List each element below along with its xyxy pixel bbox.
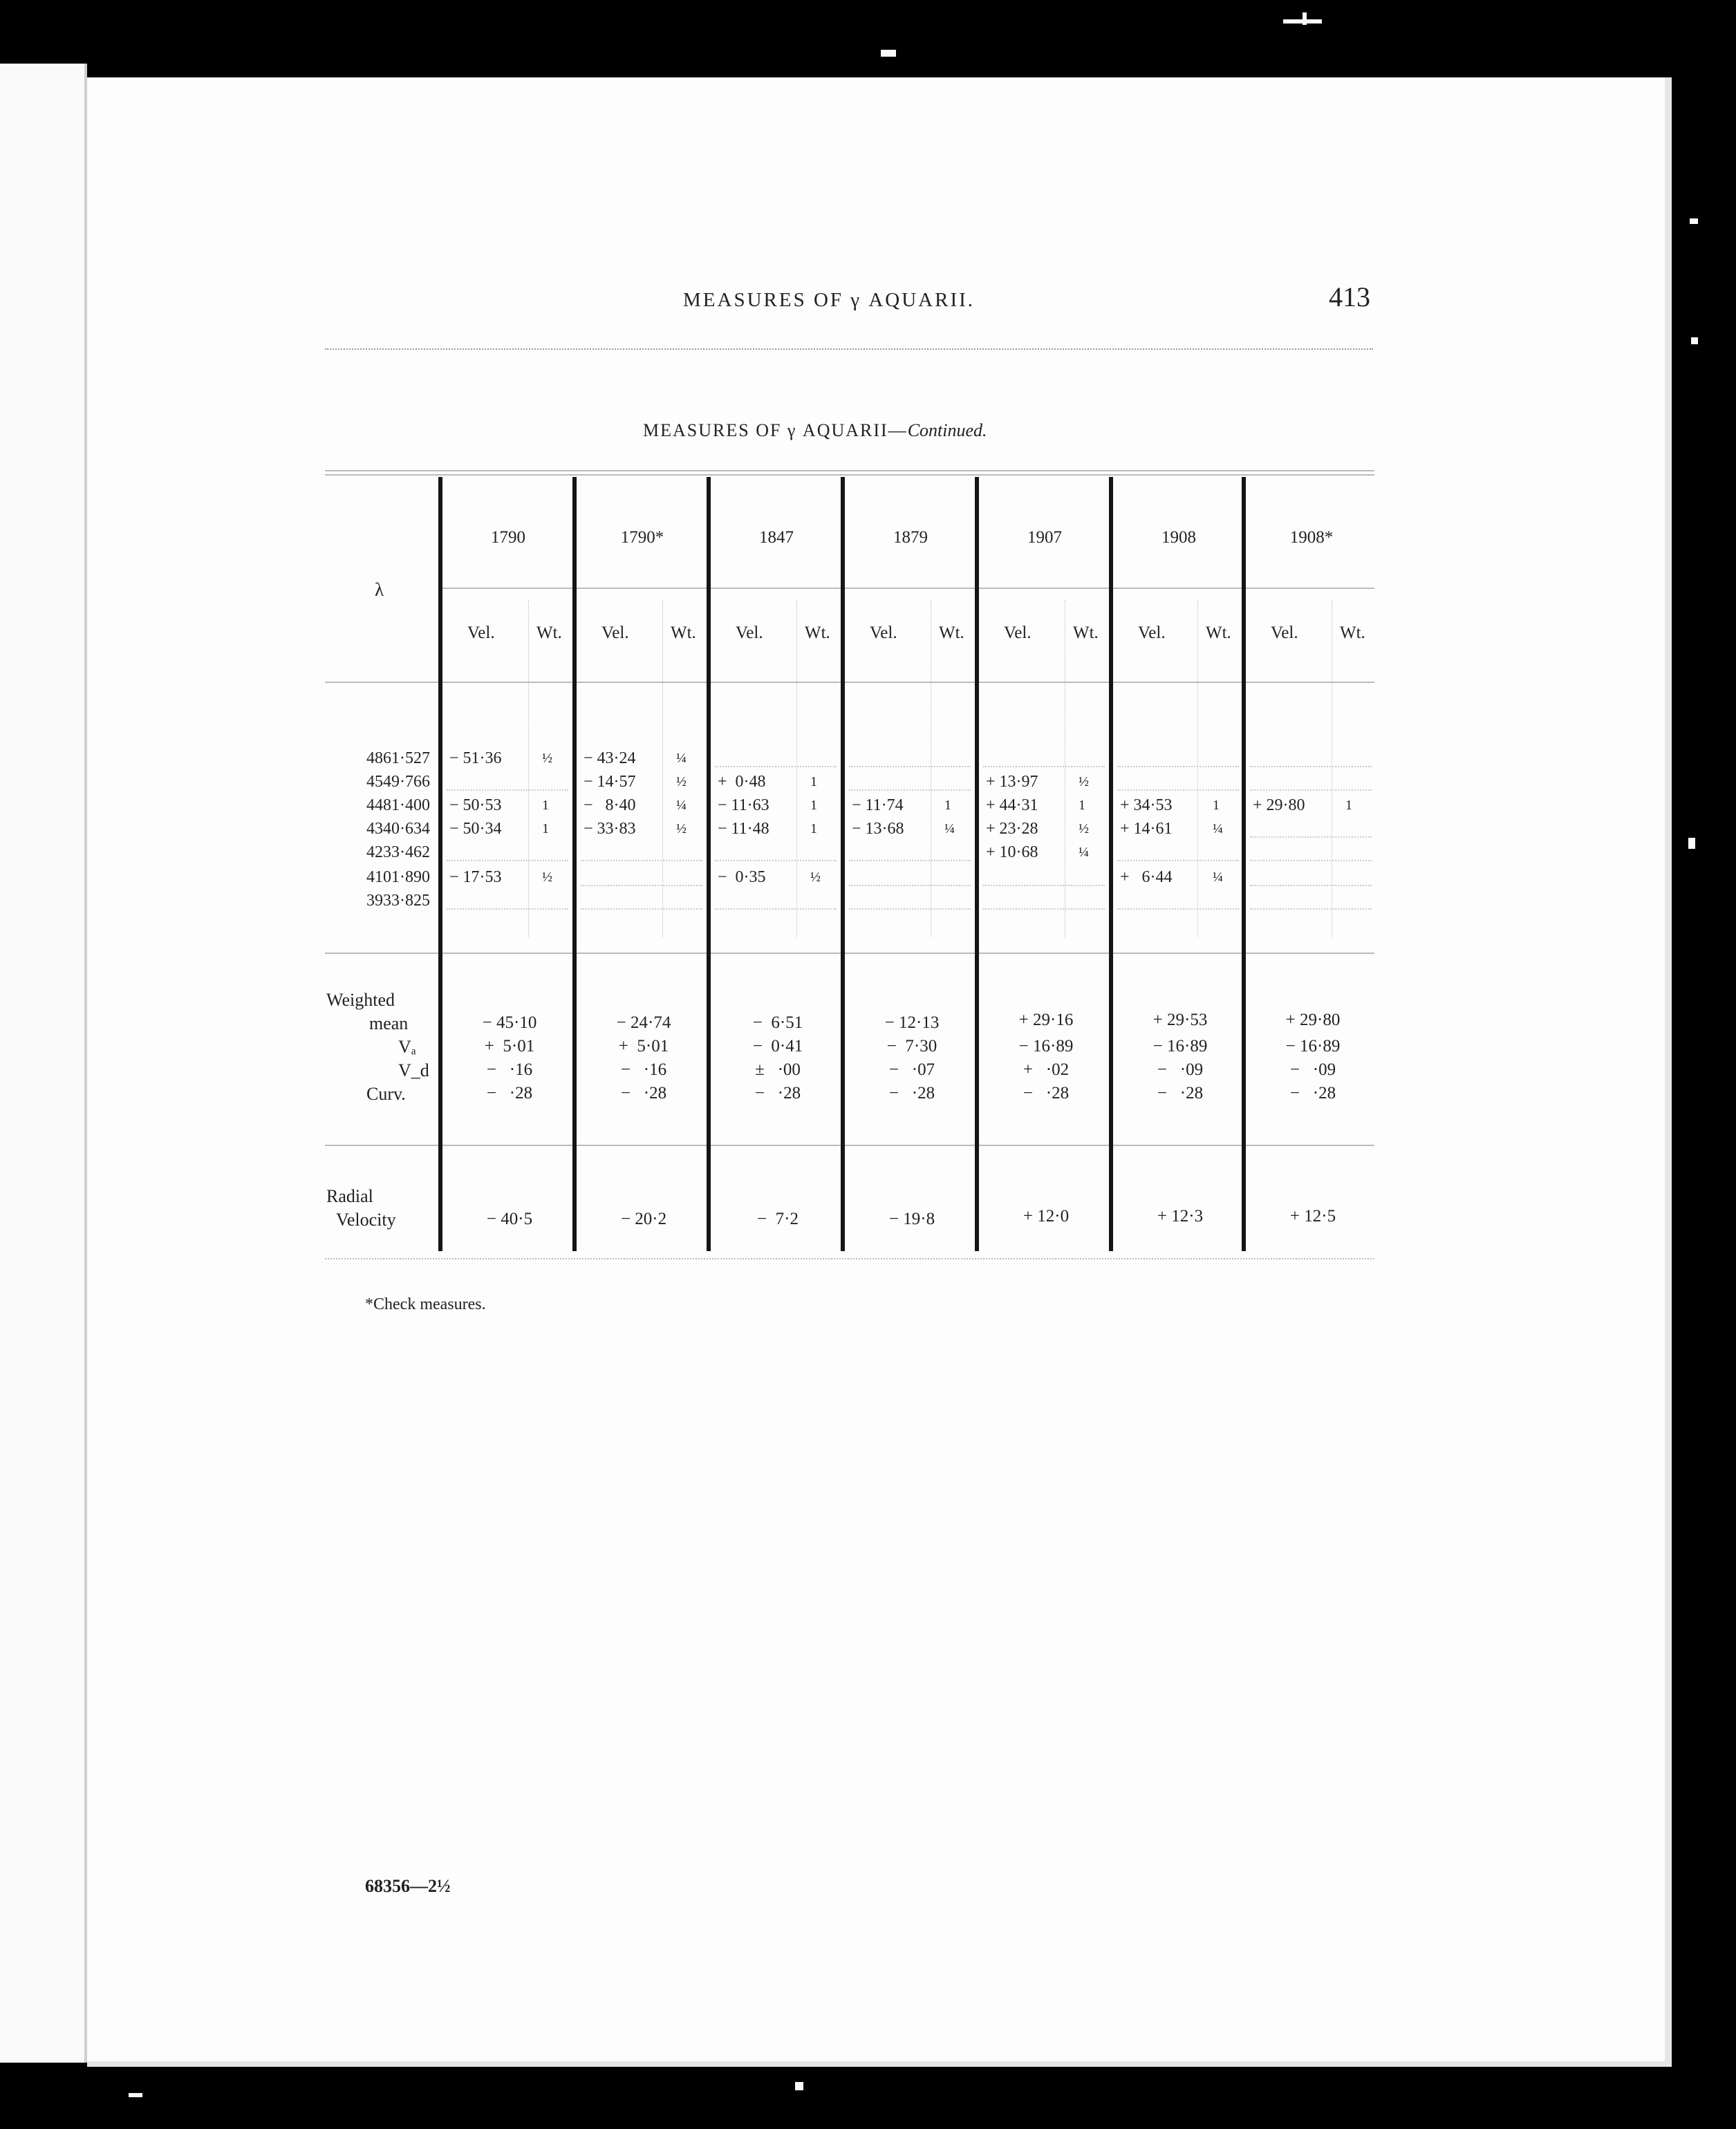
velocity-cell: + 29·80 — [1253, 796, 1305, 814]
radial-label: Radial — [326, 1186, 373, 1206]
column-divider — [1242, 477, 1246, 1251]
summary-label-va: Vₐ — [398, 1037, 416, 1057]
vel-header: Vel. — [736, 623, 763, 642]
velocity-cell: − 0·35 — [718, 868, 766, 886]
empty-cell-leader — [447, 789, 568, 791]
year-header: 1908 — [1161, 528, 1196, 547]
wavelength-label: 4481·400 — [366, 796, 430, 814]
velocity-cell: + 23·28 — [986, 820, 1038, 838]
vel-wt-divider — [528, 600, 529, 937]
empty-cell-leader — [581, 885, 702, 886]
summary-label-weighted: Weighted — [326, 990, 395, 1010]
empty-cell-leader — [1250, 789, 1372, 791]
empty-cell-leader — [715, 860, 837, 861]
vd-cell: ± ·00 — [755, 1060, 801, 1079]
vel-header: Vel. — [870, 623, 897, 642]
curv-cell: − ·28 — [888, 1084, 935, 1103]
year-header: 1847 — [759, 528, 794, 547]
empty-cell-leader — [1250, 836, 1372, 838]
empty-cell-leader — [447, 908, 568, 910]
header-rule — [325, 348, 1373, 350]
weight-cell: ½ — [1079, 821, 1089, 836]
weighted-mean-cell: + 29·53 — [1152, 1011, 1208, 1029]
table-bottom-rule — [325, 1258, 1374, 1259]
weight-cell: 1 — [542, 798, 549, 813]
vd-cell: − ·09 — [1157, 1060, 1204, 1079]
scan-speck — [1688, 838, 1695, 849]
velocity-cell: − 17·53 — [449, 868, 502, 886]
year-underline — [1113, 588, 1242, 589]
vel-header: Vel. — [1004, 623, 1032, 642]
empty-cell-leader — [1117, 766, 1239, 767]
empty-cell-leader — [1117, 789, 1239, 791]
wt-header: Wt. — [1206, 623, 1231, 642]
radial-velocity-cell: + 12·0 — [1023, 1207, 1070, 1226]
weight-cell: ¼ — [944, 821, 955, 836]
empty-cell-leader — [1117, 908, 1239, 910]
weight-cell: ½ — [542, 870, 552, 885]
weight-cell: ½ — [676, 774, 687, 789]
scan-speck — [1303, 12, 1307, 25]
table-title-continued: Continued. — [907, 420, 987, 440]
page-number: 413 — [1329, 281, 1370, 312]
table-title-main: MEASURES OF γ AQUARII— — [643, 420, 908, 440]
empty-cell-leader — [983, 908, 1105, 910]
radial-velocity-cell: + 12·5 — [1289, 1207, 1336, 1226]
va-cell: − 0·41 — [752, 1037, 803, 1056]
empty-cell-leader — [1250, 908, 1372, 910]
wt-header: Wt. — [939, 623, 964, 642]
weighted-mean-cell: − 6·51 — [752, 1013, 803, 1032]
velocity-cell: − 51·36 — [449, 749, 502, 767]
empty-cell-leader — [715, 908, 837, 910]
vel-header: Vel. — [1138, 623, 1166, 642]
wt-header: Wt. — [536, 623, 562, 642]
year-header: 1790 — [491, 528, 525, 547]
scan-speck — [1691, 337, 1698, 344]
vd-cell: − ·16 — [486, 1060, 533, 1079]
year-header: 1908* — [1289, 528, 1334, 547]
empty-cell-leader — [849, 885, 971, 886]
weight-cell: 1 — [944, 798, 951, 813]
velocity-cell: + 44·31 — [986, 796, 1038, 814]
running-header: MEASURES OF γ AQUARII. — [683, 289, 976, 311]
weight-cell: 1 — [542, 821, 549, 836]
empty-cell-leader — [447, 860, 568, 861]
wavelength-label: 4861·527 — [366, 749, 430, 767]
year-underline — [711, 588, 841, 589]
va-cell: − 16·89 — [1018, 1037, 1074, 1056]
wavelength-label: 4549·766 — [366, 773, 430, 791]
curv-cell: − ·28 — [754, 1084, 801, 1103]
empty-cell-leader — [849, 908, 971, 910]
va-cell: + 5·01 — [484, 1037, 535, 1056]
summary-label-curv: Curv. — [366, 1084, 406, 1104]
velocity-cell: − 11·74 — [852, 796, 904, 814]
column-divider — [975, 477, 979, 1251]
column-divider — [1109, 477, 1113, 1251]
vel-header: Vel. — [1271, 623, 1298, 642]
radial-velocity-cell: − 19·8 — [888, 1210, 935, 1228]
weight-cell: 1 — [810, 774, 817, 789]
table-top-rule-2 — [325, 474, 1374, 476]
curv-cell: − ·28 — [486, 1084, 533, 1103]
empty-cell-leader — [983, 766, 1105, 767]
empty-cell-leader — [715, 766, 837, 767]
scan-speck — [795, 2082, 803, 2090]
weight-cell: 1 — [1213, 798, 1220, 813]
weight-cell: ½ — [542, 751, 552, 766]
va-cell: + 5·01 — [618, 1037, 669, 1056]
empty-cell-leader — [1250, 885, 1372, 886]
curv-cell: − ·28 — [1157, 1084, 1204, 1103]
velocity-cell: + 14·61 — [1120, 820, 1173, 838]
velocity-cell: + 0·48 — [718, 773, 766, 791]
table-title — [643, 420, 987, 441]
wt-header: Wt. — [671, 623, 696, 642]
column-divider — [841, 477, 845, 1251]
column-divider — [438, 477, 442, 1251]
empty-cell-leader — [1117, 860, 1239, 861]
vel-wt-divider — [1197, 600, 1198, 937]
header-bottom-rule — [325, 682, 1374, 683]
weight-cell: ½ — [676, 821, 687, 836]
vd-cell: − ·07 — [888, 1060, 935, 1079]
vel-wt-divider — [662, 600, 663, 937]
velocity-cell: − 13·68 — [852, 820, 904, 838]
vel-header: Vel. — [601, 623, 629, 642]
year-header: 1879 — [893, 528, 928, 547]
velocity-cell: + 34·53 — [1120, 796, 1173, 814]
va-cell: − 16·89 — [1285, 1037, 1341, 1056]
weight-cell: ¼ — [1079, 845, 1089, 860]
column-divider — [707, 477, 711, 1251]
radial-velocity-cell: − 20·2 — [620, 1210, 667, 1228]
scan-speck — [1690, 218, 1698, 224]
wt-header: Wt. — [805, 623, 830, 642]
velocity-cell: + 13·97 — [986, 773, 1038, 791]
velocity-cell: − 43·24 — [584, 749, 636, 767]
velocity-cell: − 50·34 — [449, 820, 502, 838]
year-underline — [845, 588, 975, 589]
velocity-cell: + 6·44 — [1120, 868, 1173, 886]
radial-velocity-cell: − 40·5 — [486, 1210, 533, 1228]
year-underline — [577, 588, 707, 589]
weight-cell: ½ — [1079, 774, 1089, 789]
empty-cell-leader — [581, 860, 702, 861]
year-header: 1907 — [1027, 528, 1062, 547]
empty-cell-leader — [1250, 766, 1372, 767]
year-header: 1790* — [620, 528, 664, 547]
empty-cell-leader — [581, 908, 702, 910]
velocity-cell: − 11·48 — [718, 820, 769, 838]
summary-label-mean: mean — [369, 1013, 409, 1033]
velocity-cell: − 11·63 — [718, 796, 769, 814]
velocity-cell: + 10·68 — [986, 843, 1038, 861]
empty-cell-leader — [849, 860, 971, 861]
wavelength-label: 4233·462 — [366, 843, 430, 861]
curv-cell: − ·28 — [620, 1084, 667, 1103]
empty-cell-leader — [983, 885, 1105, 886]
wavelength-label: 3933·825 — [366, 892, 430, 910]
velocity-cell: − 14·57 — [584, 773, 636, 791]
wavelength-label: 4101·890 — [366, 868, 430, 886]
velocity-cell: − 33·83 — [584, 820, 636, 838]
weighted-mean-cell: + 29·16 — [1018, 1011, 1074, 1029]
scan-speck — [881, 50, 896, 57]
column-divider — [572, 477, 577, 1251]
wavelength-label: 4340·634 — [366, 820, 430, 838]
print-code: 68356—2½ — [365, 1876, 451, 1896]
weighted-mean-cell: + 29·80 — [1285, 1011, 1341, 1029]
va-cell: − 7·30 — [886, 1037, 937, 1056]
scan-speck — [129, 2093, 142, 2097]
year-underline — [979, 588, 1109, 589]
lambda-header: λ — [375, 579, 384, 600]
empty-cell-leader — [849, 789, 971, 791]
footnote: *Check measures. — [365, 1295, 486, 1313]
facing-page-edge — [0, 64, 87, 2063]
empty-cell-leader — [1250, 860, 1372, 861]
va-cell: − 16·89 — [1152, 1037, 1208, 1056]
radial-velocity-cell: − 7·2 — [757, 1210, 799, 1228]
table-top-rule — [325, 470, 1374, 471]
year-underline — [442, 588, 572, 589]
weight-cell: 1 — [810, 798, 817, 813]
weighted-mean-cell: − 24·74 — [616, 1013, 671, 1032]
vd-cell: − ·16 — [620, 1060, 667, 1079]
weight-cell: ¼ — [676, 751, 687, 766]
wt-header: Wt. — [1340, 623, 1365, 642]
weight-cell: 1 — [1345, 798, 1352, 813]
data-bottom-rule — [325, 953, 1374, 954]
radial-velocity-cell: + 12·3 — [1157, 1207, 1204, 1226]
summary-label-vd: V_d — [398, 1060, 429, 1080]
weighted-mean-cell: − 45·10 — [482, 1013, 537, 1032]
vd-cell: + ·02 — [1023, 1060, 1070, 1079]
weight-cell: 1 — [1079, 798, 1085, 813]
vel-wt-divider — [796, 600, 797, 937]
curv-cell: − ·28 — [1023, 1084, 1070, 1103]
weight-cell: ¼ — [1213, 821, 1223, 836]
curv-cell: − ·28 — [1289, 1084, 1336, 1103]
wt-header: Wt. — [1073, 623, 1099, 642]
vel-header: Vel. — [467, 623, 495, 642]
weight-cell: 1 — [810, 821, 817, 836]
vd-cell: − ·09 — [1289, 1060, 1336, 1079]
velocity-label: Velocity — [336, 1210, 396, 1230]
summary-bottom-rule — [325, 1145, 1374, 1146]
year-underline — [1246, 588, 1374, 589]
velocity-cell: − 50·53 — [449, 796, 502, 814]
empty-cell-leader — [849, 766, 971, 767]
weighted-mean-cell: − 12·13 — [884, 1013, 940, 1032]
weight-cell: ¼ — [1213, 870, 1223, 885]
weight-cell: ¼ — [676, 798, 687, 813]
weight-cell: ½ — [810, 870, 821, 885]
velocity-cell: − 8·40 — [584, 796, 636, 814]
